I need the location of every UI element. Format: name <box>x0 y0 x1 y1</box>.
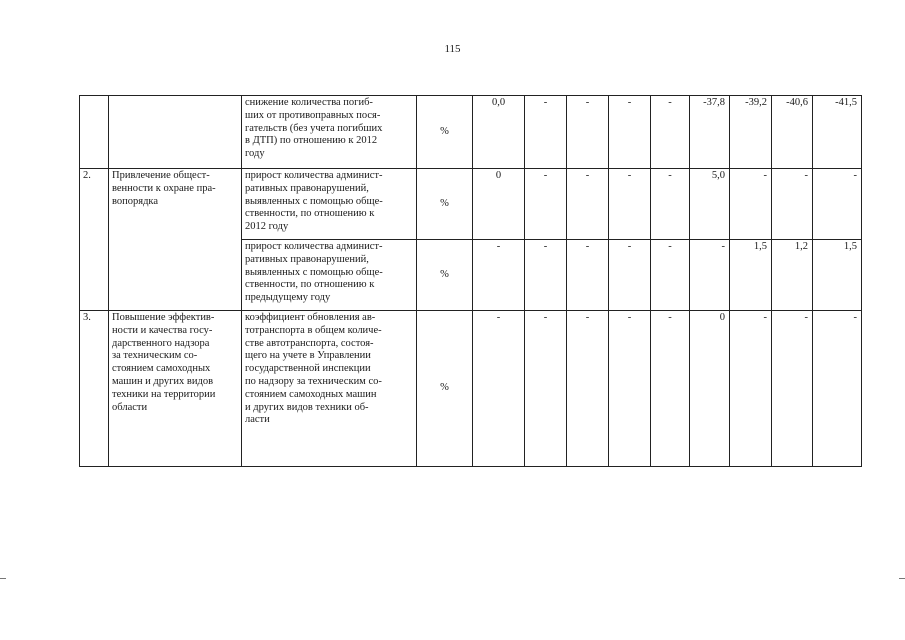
value-cell: - <box>609 169 651 240</box>
value-cell: -41,5 <box>813 96 862 169</box>
indicator-cell: прирост количества админист- ративных правонарушений, выявленных с помощью обще- ственности, по отношению к 2012 году <box>242 169 417 240</box>
unit-cell: % <box>417 311 473 467</box>
value-cell: - <box>525 240 567 311</box>
value-cell: - <box>525 311 567 467</box>
value-cell: - <box>730 311 772 467</box>
value-cell: -37,8 <box>690 96 730 169</box>
indicators-table <box>79 95 862 467</box>
value-cell: 1,5 <box>730 240 772 311</box>
row-number <box>80 96 109 169</box>
value-cell: - <box>567 240 609 311</box>
page-number: 115 <box>444 43 461 55</box>
value-cell: -39,2 <box>730 96 772 169</box>
value-cell: - <box>473 240 525 311</box>
value-cell: 0 <box>473 169 525 240</box>
unit-cell: % <box>417 240 473 311</box>
row-number: 2. <box>80 169 109 311</box>
value-cell: - <box>609 96 651 169</box>
goal-cell: Привлечение общест- венности к охране пра- вопорядка <box>109 169 242 311</box>
value-cell: - <box>690 240 730 311</box>
goal-cell <box>109 96 242 169</box>
goal-cell: Повышение эффектив- ности и качества госу- дарственного надзора за техническим со- стоянием самоходных машин и других видов техники на территории области <box>109 311 242 467</box>
value-cell: - <box>651 96 690 169</box>
table-row <box>80 169 862 240</box>
value-cell: - <box>813 169 862 240</box>
value-cell: 0 <box>690 311 730 467</box>
value-cell: - <box>772 169 813 240</box>
value-cell: - <box>525 169 567 240</box>
value-cell: 0,0 <box>473 96 525 169</box>
left-edge-mark <box>0 578 6 579</box>
value-cell: - <box>813 311 862 467</box>
indicator-cell: коэффициент обновления ав- тотранспорта в общем количе- стве автотранспорта, состоя- щего на учете в Управлении государственной инспекции по надзору за техническим со- стоянием самоходных машин и других видов техники об- ласти <box>242 311 417 467</box>
value-cell: - <box>525 96 567 169</box>
value-cell: - <box>651 169 690 240</box>
value-cell: -40,6 <box>772 96 813 169</box>
value-cell: - <box>609 311 651 467</box>
value-cell: - <box>567 96 609 169</box>
value-cell: - <box>567 169 609 240</box>
value-cell: - <box>772 311 813 467</box>
table-row <box>80 96 862 169</box>
right-edge-mark <box>899 578 905 579</box>
indicator-cell: снижение количества погиб- ших от противоправных пося- гательств (без учета погибших в ДТП) по отношению к 2012 году <box>242 96 417 169</box>
value-cell: - <box>651 311 690 467</box>
value-cell: - <box>609 240 651 311</box>
value-cell: - <box>473 311 525 467</box>
value-cell: 1,2 <box>772 240 813 311</box>
unit-cell: % <box>417 96 473 169</box>
value-cell: - <box>651 240 690 311</box>
row-number: 3. <box>80 311 109 467</box>
table-row <box>80 311 862 467</box>
value-cell: 1,5 <box>813 240 862 311</box>
value-cell: - <box>567 311 609 467</box>
indicator-cell: прирост количества админист- ративных правонарушений, выявленных с помощью обще- ственности, по отношению к предыдущему году <box>242 240 417 311</box>
unit-cell: % <box>417 169 473 240</box>
value-cell: 5,0 <box>690 169 730 240</box>
value-cell: - <box>730 169 772 240</box>
